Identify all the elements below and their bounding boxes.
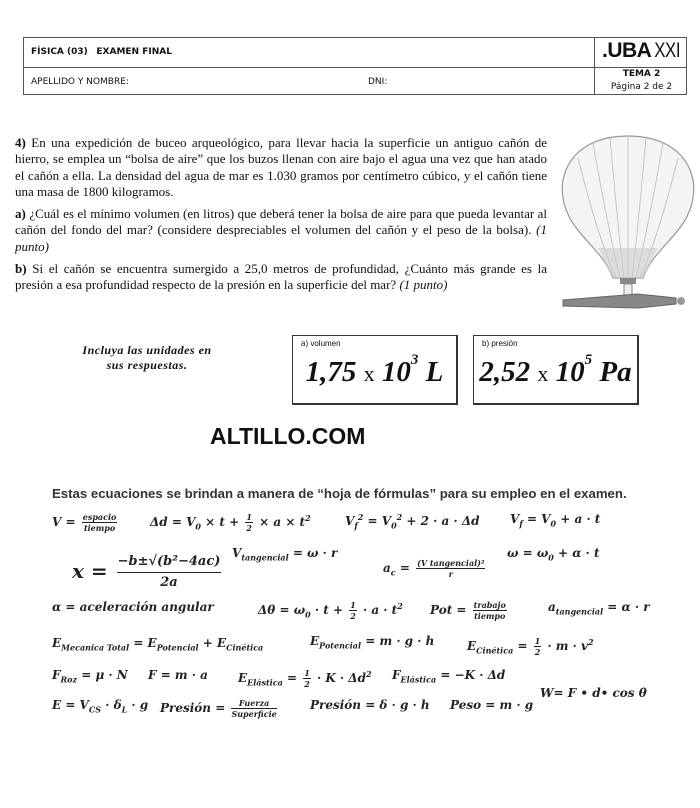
- formula-text: = α · r: [603, 600, 650, 614]
- formula-text: x =: [72, 559, 115, 583]
- formula-text: + a · t: [556, 512, 601, 526]
- fraction: [231, 698, 276, 719]
- subscript: Roz: [60, 674, 78, 685]
- exam-title: FÍSICA (03) EXAMEN FINAL: [31, 47, 172, 57]
- subscript: 0: [550, 518, 557, 529]
- formula-text: + E: [198, 636, 227, 650]
- superscript: 2: [397, 601, 403, 611]
- subscript: Potencial: [156, 642, 199, 653]
- formula-text: = V: [363, 514, 392, 528]
- formula-text: ω = ω: [507, 546, 549, 560]
- formula-text: a: [548, 600, 556, 614]
- subscript: f: [354, 520, 358, 531]
- denominator: tiempo: [474, 611, 506, 621]
- denominator: 2a: [160, 575, 178, 590]
- fraction: [245, 512, 253, 533]
- formula: [148, 668, 208, 682]
- formula-text: · m · v: [543, 639, 589, 653]
- formula-text: · a · t: [358, 603, 398, 617]
- subscript: 0: [391, 520, 397, 531]
- superscript: 2: [357, 512, 364, 522]
- fraction: [473, 600, 507, 621]
- numerator: (V tangencial)²: [417, 558, 485, 568]
- subscript: 0: [305, 609, 311, 620]
- formulas-heading: Estas ecuaciones se brindan a manera de “hoja de fórmulas” para su empleo en el examen.: [52, 486, 627, 501]
- fraction: [303, 668, 311, 689]
- formula-text: F: [52, 668, 61, 682]
- answer-value-pressure: 2,52 x $10^5$ Pa: [479, 352, 632, 388]
- formula-text: E: [238, 671, 248, 685]
- question-4: 4) En una expedición de buceo arqueológico, para llevar hacia la superficie un antiguo cañón de hierro, se emplea un “bolsa de aire” que los buzos llenan con aire bajo el agua una vez que han atado el cañón a ella. La densidad del agua de mar es 1.030 gramos por centímetro cúbico, y el cañón tiene una masa de 1800 kilogramos. a) ¿Cuál es el mínimo volumen (en litros) que deberá tener la bolsa de aire para que pueda levantar al cañón del fondo del mar? (considere despreciables el volumen del cañón y el peso de la bolsa). (1 punto) b) Si el cañón se encuentra sumergido a 25,0 metros de profundidad, ¿Cuánto más grande es la presión a esa profundidad respecto de la presión en la superficie del mar? (1 punto): [15, 135, 548, 293]
- subscript: c: [390, 567, 396, 578]
- formula-text: · K · Δd: [312, 671, 366, 685]
- fraction: [416, 558, 485, 579]
- subscript: f: [519, 518, 523, 529]
- formula-text: = ω · r: [288, 546, 338, 560]
- formula-text: = V: [522, 512, 551, 526]
- formula-text: V: [232, 546, 242, 560]
- formula-text: V: [510, 512, 520, 526]
- numerator: 1: [350, 600, 356, 610]
- exam-header: [23, 37, 687, 95]
- formula-text: Δθ = ω: [258, 603, 306, 617]
- units-hint: Incluya las unidades en sus respuestas.: [82, 343, 212, 372]
- subscript: Potencial: [319, 640, 362, 651]
- numerator: 1: [246, 512, 252, 522]
- formula-text: Δd = V: [150, 515, 196, 529]
- denominator: r: [448, 569, 453, 579]
- denominator: 2: [350, 611, 356, 621]
- formula-text: Presión = δ · g · h: [310, 698, 430, 712]
- name-label: APELLIDO Y NOMBRE:: [31, 77, 129, 87]
- formula: [72, 552, 223, 593]
- denominator: 2: [304, 679, 310, 689]
- formula-text: a: [383, 561, 391, 575]
- formula: [160, 698, 279, 719]
- page-number: Página 2 de 2: [610, 82, 673, 92]
- formula-text: + 2 · a · Δd: [402, 514, 480, 528]
- superscript: 2: [365, 669, 372, 679]
- superscript: 2: [588, 637, 594, 647]
- formula: [548, 600, 650, 616]
- numerator: 1: [304, 668, 310, 678]
- formula-text: Peso = m · g: [450, 698, 534, 712]
- formula: [392, 668, 505, 684]
- subscript: tangencial: [555, 606, 604, 617]
- denominator: 2: [246, 523, 252, 533]
- subscript: L: [121, 704, 128, 715]
- formula-text: = μ · N: [77, 668, 128, 682]
- formula-text: W= F • d• cos θ: [540, 686, 647, 700]
- denominator: tiempo: [83, 523, 116, 533]
- formula-text: =: [282, 671, 302, 685]
- formula: [430, 600, 509, 621]
- superscript: 2: [396, 512, 403, 522]
- watermark: ALTILLO.COM: [210, 423, 366, 449]
- formula: [232, 546, 337, 562]
- subscript: Elástica: [400, 674, 437, 685]
- formula: [467, 636, 594, 657]
- formula: [310, 634, 434, 650]
- balloon-cannon-illustration: [558, 128, 698, 313]
- fraction: [534, 636, 542, 657]
- formula: [540, 686, 647, 700]
- formula-text: · g: [127, 698, 149, 712]
- formula-text: F = m · a: [148, 668, 208, 682]
- numerator: −b±√(b²−4ac): [117, 552, 222, 573]
- fraction: [117, 552, 222, 593]
- answer-value-volume: 1,75 x $10^3$ L: [305, 352, 444, 388]
- formula: [507, 546, 600, 562]
- formula-text: × t +: [201, 515, 244, 529]
- formula: [510, 512, 600, 528]
- numerator: espacio: [82, 512, 117, 522]
- dni-label: DNI:: [368, 77, 388, 87]
- formula-text: = −K · Δd: [436, 668, 506, 682]
- uba-xxi-logo: .UBA XXI: [602, 39, 681, 62]
- numerator: trabajo: [473, 600, 506, 610]
- subscript: CS: [88, 704, 102, 715]
- formula-text: V =: [52, 515, 80, 529]
- subscript: Cinética: [476, 645, 514, 656]
- formula: [345, 512, 480, 530]
- subscript: Cinética: [226, 642, 264, 653]
- formula-text: E = V: [52, 698, 89, 712]
- fraction: [82, 512, 118, 533]
- formula-text: · t +: [310, 603, 348, 617]
- answer-box-pressure: b) presión 2,52 x $10^5$ Pa: [473, 335, 639, 405]
- formula-text: =: [395, 561, 415, 575]
- tema-label: TEMA 2: [622, 69, 661, 79]
- formula-text: = m · g · h: [361, 634, 435, 648]
- formula-text: E: [467, 639, 477, 653]
- denominator: Superficie: [231, 709, 277, 719]
- subscript: 0: [548, 552, 554, 563]
- answer-box-volume: a) volumen 1,75 x $10^3$ L: [292, 335, 458, 405]
- formula-text: Pot =: [430, 603, 471, 617]
- subscript: 0: [195, 521, 201, 532]
- formula-text: α = aceleración angular: [52, 600, 214, 614]
- formula: [52, 698, 148, 714]
- formula: [52, 668, 128, 684]
- formula: [450, 698, 533, 712]
- numerator: 1: [534, 636, 541, 646]
- formula-text: E: [52, 636, 62, 650]
- formula-text: = E: [129, 636, 157, 650]
- subscript: Elástica: [247, 677, 283, 688]
- formula: [238, 668, 372, 689]
- formula-text: × a × t: [254, 515, 306, 529]
- formula: [310, 698, 430, 712]
- fraction: [349, 600, 357, 621]
- formula: [258, 600, 403, 621]
- formula: [52, 636, 263, 652]
- formula-text: Presión =: [160, 701, 230, 715]
- denominator: 2: [534, 647, 541, 657]
- formula-text: + α · t: [553, 546, 600, 560]
- numerator: Fuerza: [231, 698, 276, 709]
- formula: [383, 558, 487, 579]
- subscript: Mecanica Total: [61, 642, 130, 653]
- subscript: tangencial: [241, 552, 289, 563]
- formula-text: · δ: [101, 698, 122, 712]
- formula-text: F: [392, 668, 401, 682]
- formula: [52, 512, 119, 533]
- formula: [150, 512, 311, 533]
- formula-text: =: [513, 639, 532, 653]
- formula: [52, 600, 214, 614]
- formula-text: E: [310, 634, 320, 648]
- formula-text: V: [345, 514, 355, 528]
- superscript: 2: [305, 513, 311, 523]
